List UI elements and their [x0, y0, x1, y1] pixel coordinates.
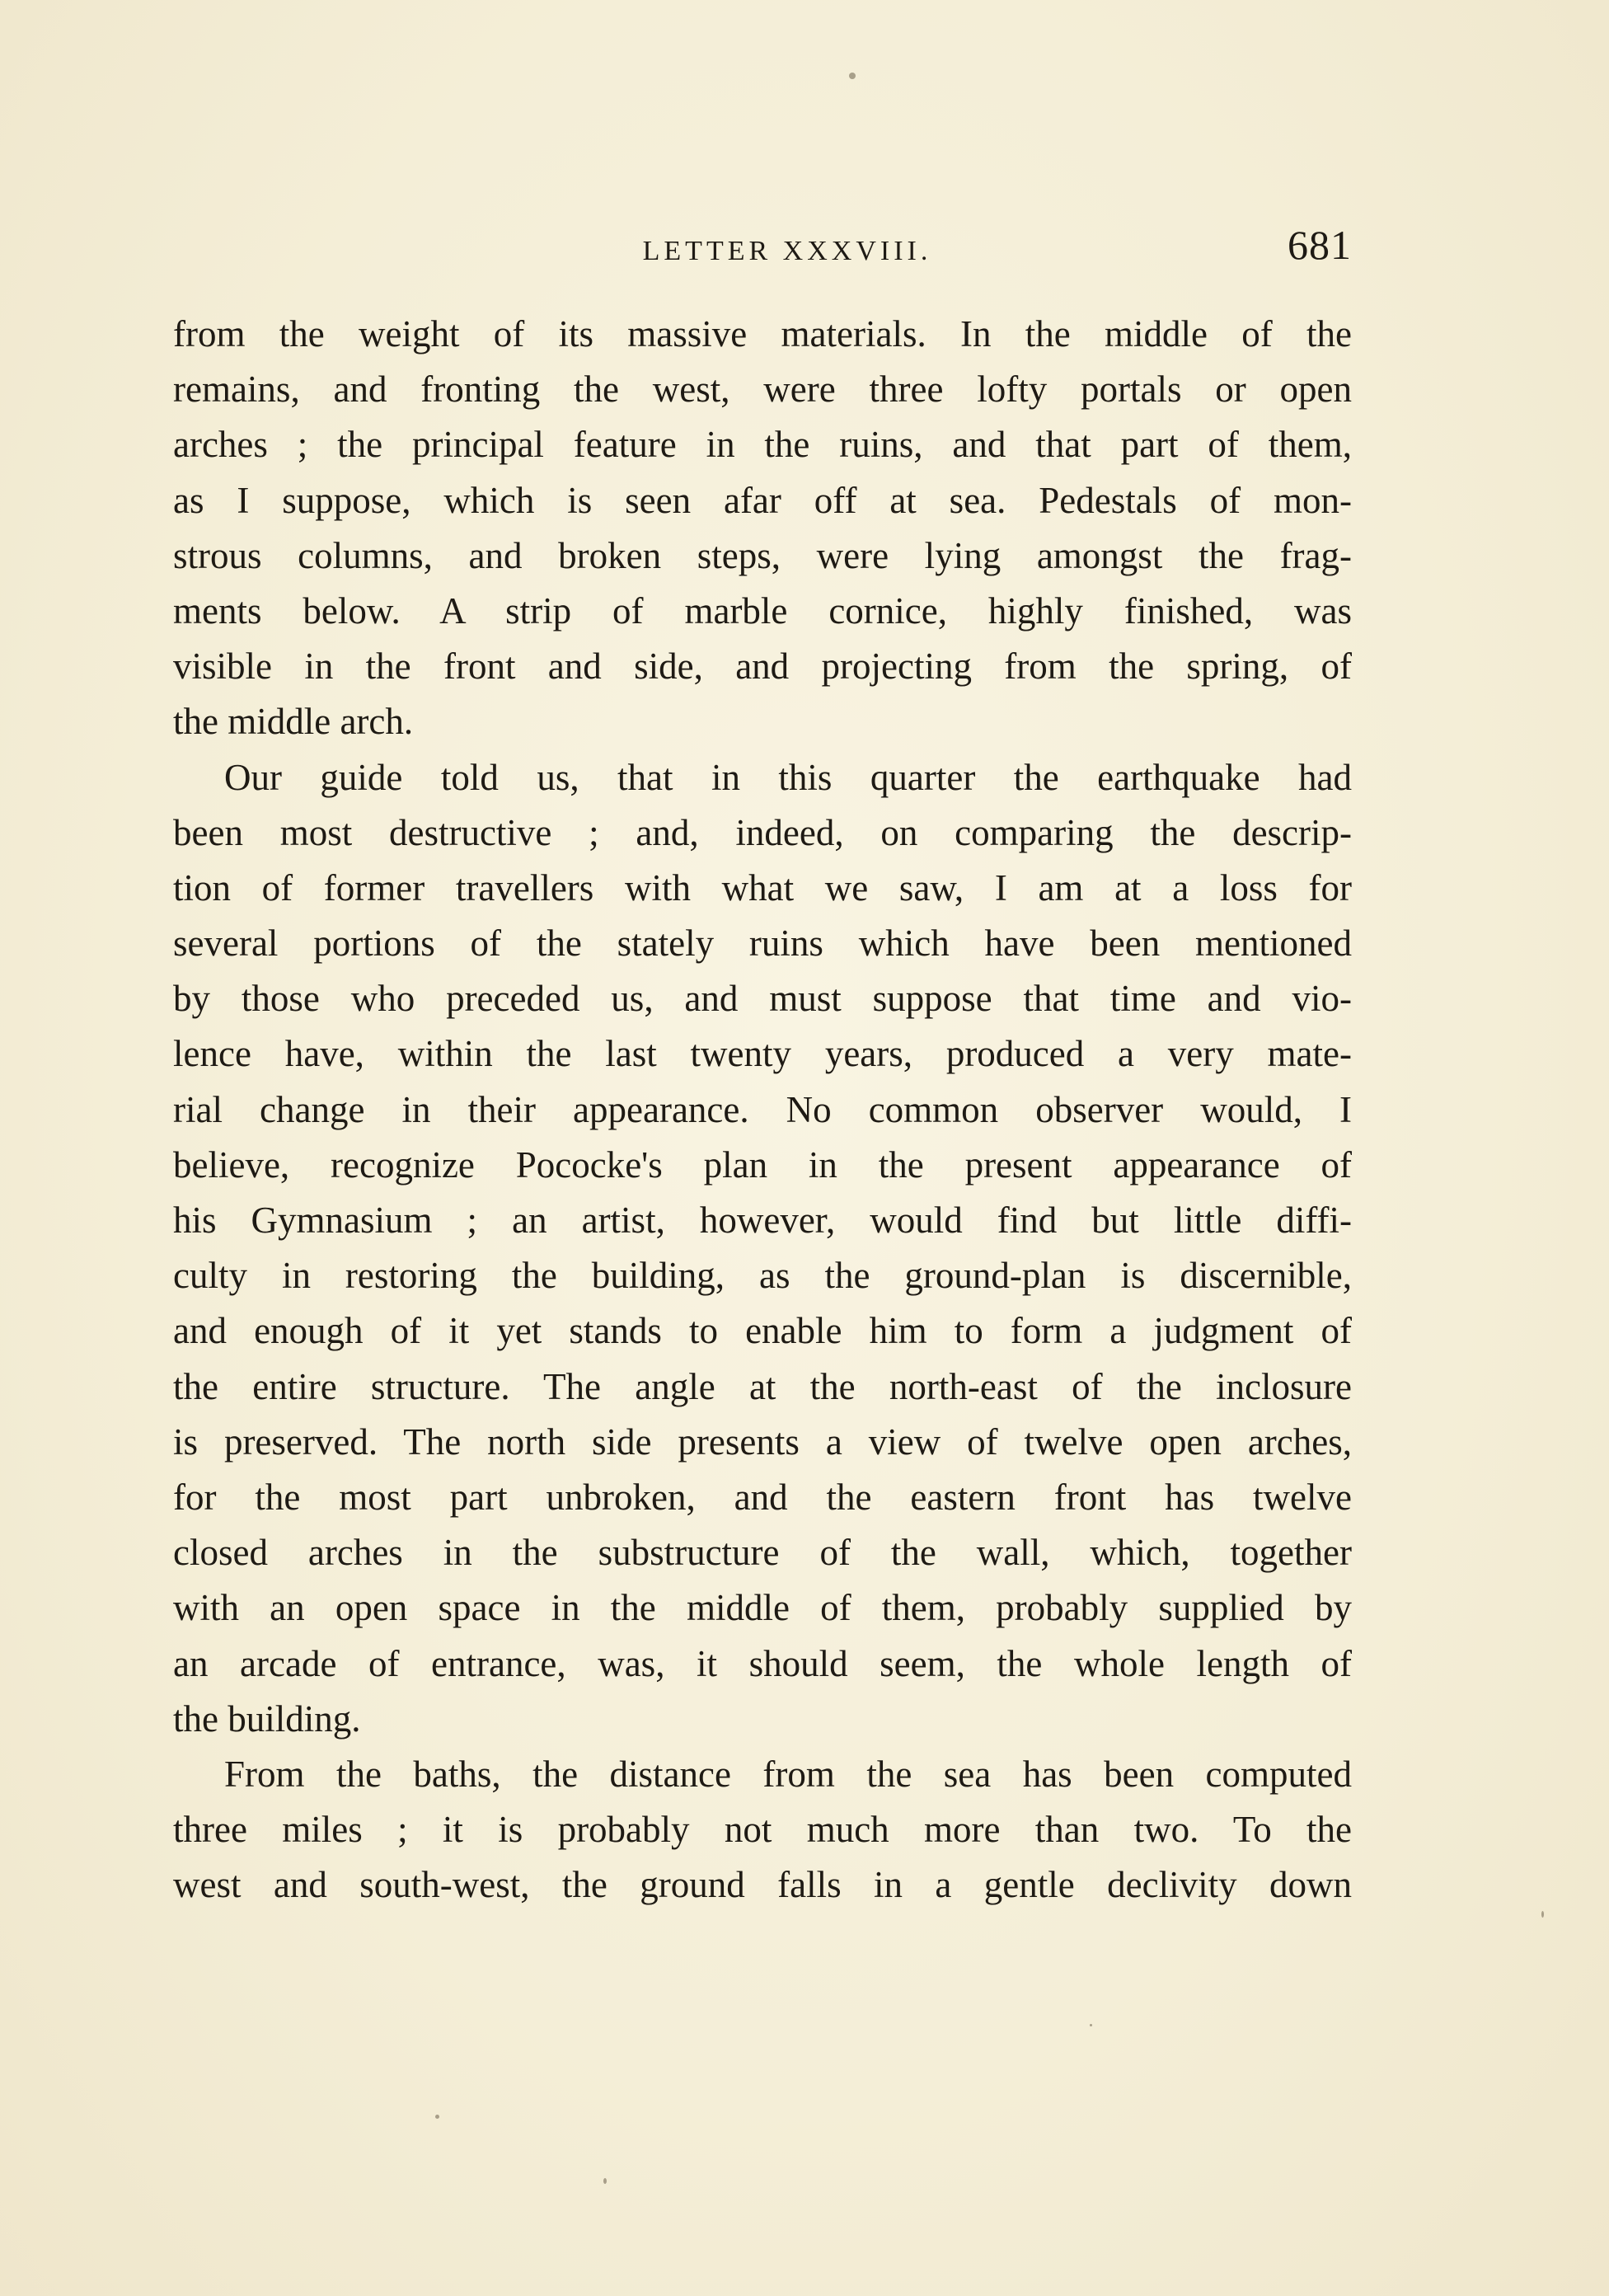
running-title: LETTER XXXVIII.: [642, 236, 932, 266]
text-line: with an open space in the middle of them, probably supplied by: [173, 1587, 1352, 1629]
text-line: rial change in their appearance. No common observer would, I: [173, 1088, 1352, 1130]
text-line: the building.: [173, 1697, 361, 1740]
text-line: lence have, within the last twenty years, produced a very mate-: [173, 1033, 1352, 1075]
text-line: and enough of it yet stands to enable him to form a judgment of: [173, 1310, 1352, 1352]
text-line: three miles ; it is probably not much more than two. To the: [173, 1809, 1352, 1851]
text-line: Our guide told us, that in this quarter the earthquake had: [224, 756, 1352, 798]
text-line: strous columns, and broken steps, were lying amongst the frag-: [173, 534, 1352, 576]
text-line: closed arches in the substructure of the wall, which, together: [173, 1532, 1352, 1574]
text-line: from the weight of its massive materials. In the middle of the: [173, 313, 1352, 354]
text-line: ments below. A strip of marble cornice, highly finished, was: [173, 589, 1352, 632]
paper-speck: [1090, 2024, 1092, 2026]
running-head: [173, 221, 1352, 279]
text-line: remains, and fronting the west, were three lofty portals or open: [173, 369, 1352, 411]
text-line: his Gymnasium ; an artist, however, would find but little diffi-: [173, 1200, 1352, 1241]
paper-speck: [1541, 1911, 1544, 1918]
text-line: arches ; the principal feature in the ruins, and that part of them,: [173, 424, 1352, 466]
paper-speck: [849, 73, 856, 79]
paper-speck: [603, 2178, 607, 2184]
text-line: several portions of the stately ruins which have been mentioned: [173, 923, 1352, 965]
page-number: 681: [1288, 222, 1352, 268]
text-line: an arcade of entrance, was, it should seem, the whole length of: [173, 1642, 1352, 1684]
text-line: for the most part unbroken, and the eastern front has twelve: [173, 1476, 1352, 1518]
text-line: the middle arch.: [173, 701, 414, 743]
text-line: is preserved. The north side presents a view of twelve open arches,: [173, 1420, 1352, 1463]
body-text: [173, 307, 1352, 1913]
text-line: by those who preceded us, and must suppose that time and vio-: [173, 978, 1352, 1020]
text-line: culty in restoring the building, as the ground-plan is discernible,: [173, 1255, 1352, 1297]
text-line: as I suppose, which is seen afar off at sea. Pedestals of mon-: [173, 479, 1352, 521]
text-line: west and south-west, the ground falls in a gentle declivity down: [173, 1864, 1352, 1906]
text-line: believe, recognize Pococke's plan in the present appearance of: [173, 1143, 1352, 1186]
text-line: From the baths, the distance from the sea has been computed: [224, 1753, 1352, 1795]
text-line: been most destructive ; and, indeed, on comparing the descrip-: [173, 811, 1352, 853]
text-line: tion of former travellers with what we saw, I am at a loss for: [173, 866, 1352, 909]
paper-speck: [435, 2115, 439, 2119]
text-line: visible in the front and side, and projecting from the spring, of: [173, 646, 1352, 688]
text-line: the entire structure. The angle at the north-east of the inclosure: [173, 1365, 1352, 1407]
